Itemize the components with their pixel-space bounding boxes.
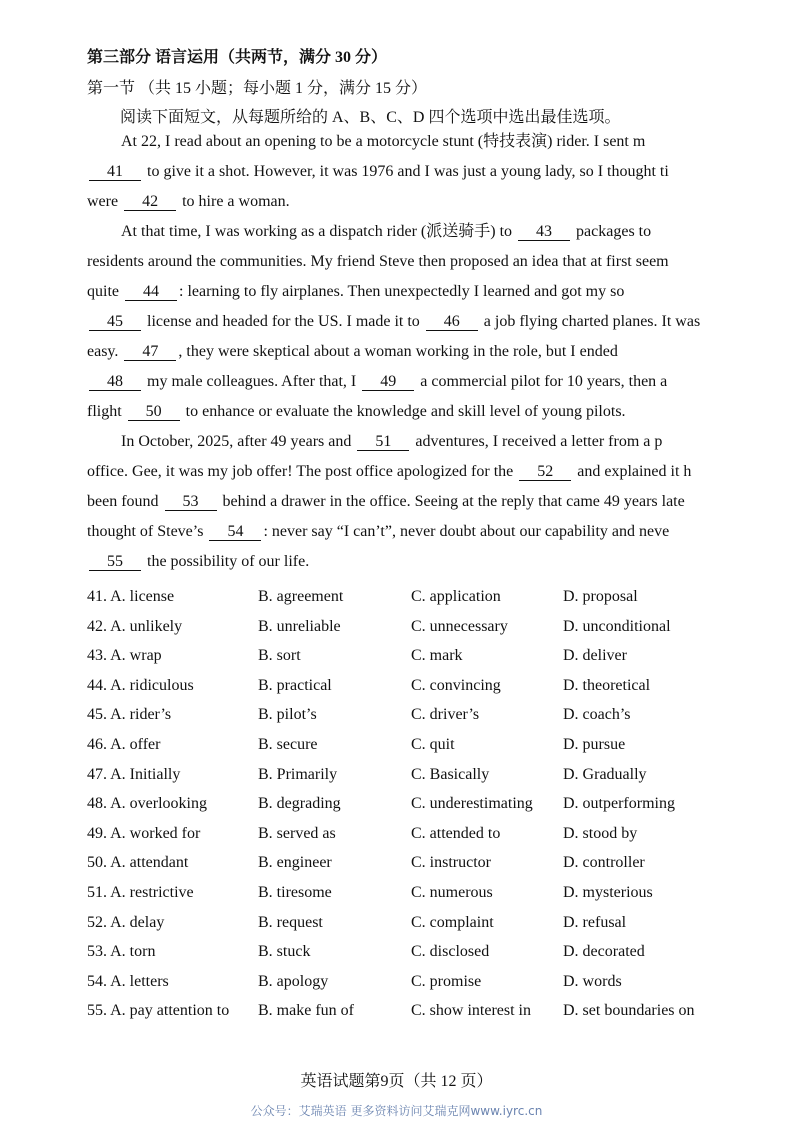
- option-a[interactable]: [87, 588, 174, 606]
- passage-line: [87, 492, 727, 512]
- option-b[interactable]: B. tiresome: [258, 884, 332, 901]
- option-d[interactable]: D. decorated: [563, 943, 645, 961]
- passage-text: the possibility of our life.: [143, 553, 310, 570]
- option-b[interactable]: B. degrading: [258, 795, 341, 813]
- passage-line: [87, 162, 727, 182]
- question-number: 42.: [87, 617, 107, 635]
- option-b[interactable]: B. request: [258, 913, 323, 931]
- option-row-53: [87, 943, 727, 965]
- option-a-text: A. offer: [110, 736, 161, 753]
- passage-text: thought of Steve’s: [87, 523, 208, 540]
- question-number: 43.: [87, 647, 107, 665]
- option-b[interactable]: B. served as: [258, 824, 336, 842]
- blank-48: 48: [89, 373, 141, 391]
- passage-text: to enhance or evaluate the knowledge and skill level of young pilots.: [181, 403, 626, 420]
- option-c[interactable]: C. quit: [411, 736, 455, 753]
- passage-line: [87, 552, 727, 572]
- option-row-45: [87, 706, 727, 728]
- passage-line: [87, 222, 761, 242]
- blank-53: 53: [165, 493, 217, 511]
- option-a-text: A. rider’s: [110, 706, 172, 724]
- passage-text: : learning to fly airplanes. Then unexpectedly I learned and got my so: [179, 283, 625, 300]
- option-d[interactable]: D. proposal: [563, 588, 638, 605]
- passage-line: [87, 462, 727, 482]
- question-number: 52.: [87, 913, 107, 931]
- blank-52: 52: [519, 463, 571, 481]
- option-b[interactable]: B. unreliable: [258, 617, 341, 635]
- option-d[interactable]: D. pursue: [563, 736, 626, 753]
- option-row-47: [87, 766, 727, 788]
- question-number: 44.: [87, 676, 107, 694]
- question-number: 49.: [87, 824, 107, 842]
- option-b[interactable]: B. agreement: [258, 588, 344, 605]
- passage-text: In October, 2025, after 49 years and: [121, 433, 356, 450]
- option-b[interactable]: B. practical: [258, 676, 332, 694]
- option-row-41: [87, 588, 727, 610]
- passage-text: At 22, I read about an opening to be a motorcycle stunt (特技表演) rider. I sent m: [121, 133, 646, 150]
- option-c[interactable]: C. mark: [411, 647, 463, 665]
- section-title: 第三部分 语言运用（共两节，满分 30 分）: [87, 49, 388, 66]
- question-number: 51.: [87, 884, 107, 901]
- option-a[interactable]: [87, 677, 194, 695]
- option-a-text: A. license: [110, 588, 175, 605]
- option-row-44: [87, 677, 727, 699]
- option-a[interactable]: [87, 706, 171, 724]
- option-d[interactable]: D. unconditional: [563, 617, 671, 635]
- option-c[interactable]: C. application: [411, 588, 501, 605]
- option-c[interactable]: C. promise: [411, 972, 482, 990]
- passage-line: [87, 522, 727, 542]
- passage-text: residents around the communities. My friend Steve then proposed an idea that at first seem: [87, 253, 669, 270]
- option-d[interactable]: D. refusal: [563, 913, 627, 931]
- passage-text: and explained it h: [573, 463, 692, 480]
- passage-line: [87, 402, 727, 422]
- option-row-42: [87, 618, 727, 640]
- passage-text: been found: [87, 493, 163, 510]
- passage-line: [87, 432, 761, 452]
- blank-54: 54: [209, 523, 261, 541]
- question-number: 55.: [87, 1002, 107, 1020]
- option-row-46: [87, 736, 727, 758]
- passage-text: to hire a woman.: [178, 193, 290, 210]
- question-number: 41.: [87, 588, 107, 605]
- option-b[interactable]: B. stuck: [258, 943, 311, 961]
- blank-41: 41: [89, 163, 141, 181]
- blank-43: 43: [518, 223, 570, 241]
- option-b[interactable]: B. secure: [258, 736, 318, 753]
- option-a[interactable]: [87, 825, 200, 843]
- page-footer: 英语试题第9页（共 12 页）: [300, 1073, 493, 1090]
- option-b[interactable]: B. engineer: [258, 854, 332, 872]
- passage-text: office. Gee, it was my job offer! The post office apologized for the: [87, 463, 518, 480]
- passage-text: , they were skeptical about a woman working in the role, but I ended: [178, 343, 618, 360]
- option-a[interactable]: [87, 766, 180, 784]
- option-row-52: [87, 914, 727, 936]
- option-a[interactable]: [87, 647, 162, 665]
- option-a-text: A. Initially: [110, 765, 181, 783]
- option-c[interactable]: C. disclosed: [411, 943, 490, 961]
- option-a-text: A. torn: [110, 943, 156, 961]
- passage-text: a commercial pilot for 10 years, then a: [416, 373, 668, 390]
- blank-47: 47: [124, 343, 176, 361]
- passage-text: behind a drawer in the office. Seeing at the reply that came 49 years late: [218, 493, 685, 510]
- option-d[interactable]: D. stood by: [563, 824, 638, 842]
- option-row-51: [87, 884, 727, 906]
- option-a-text: A. wrap: [110, 647, 162, 665]
- option-a-text: A. pay attention to: [110, 1002, 230, 1020]
- blank-44: 44: [125, 283, 177, 301]
- passage-line: [87, 132, 761, 152]
- option-d[interactable]: D. mysterious: [563, 884, 653, 901]
- passage-text: At that time, I was working as a dispatch rider (派送骑手) to: [121, 223, 517, 240]
- blank-55: 55: [89, 553, 141, 571]
- question-number: 47.: [87, 765, 107, 783]
- passage-text: packages to: [572, 223, 652, 240]
- option-a-text: A. unlikely: [110, 617, 183, 635]
- option-row-55: [87, 1002, 727, 1024]
- option-a[interactable]: [87, 618, 182, 636]
- passage-text: adventures, I received a letter from a p: [411, 433, 663, 450]
- option-c[interactable]: C. complaint: [411, 913, 494, 931]
- passage-line: [87, 192, 727, 212]
- option-d[interactable]: D. coach’s: [563, 706, 631, 724]
- question-number: 46.: [87, 736, 107, 753]
- option-a[interactable]: [87, 943, 155, 961]
- option-b[interactable]: B. Primarily: [258, 765, 338, 783]
- passage-text: flight: [87, 403, 126, 420]
- passage-line: [87, 282, 727, 302]
- blank-49: 49: [362, 373, 414, 391]
- question-number: 50.: [87, 854, 107, 872]
- option-a-text: A. ridiculous: [110, 676, 194, 694]
- option-d[interactable]: D. Gradually: [563, 765, 647, 783]
- option-b[interactable]: B. apology: [258, 972, 329, 990]
- option-c[interactable]: C. underestimating: [411, 795, 533, 813]
- passage-text: a job flying charted planes. It was: [479, 313, 701, 330]
- question-number: 48.: [87, 795, 107, 813]
- option-a[interactable]: [87, 973, 169, 991]
- option-a[interactable]: [87, 854, 188, 872]
- option-a[interactable]: [87, 884, 194, 902]
- question-number: 45.: [87, 706, 107, 724]
- option-a-text: A. worked for: [110, 824, 201, 842]
- option-c[interactable]: C. convincing: [411, 676, 501, 694]
- option-c[interactable]: C. Basically: [411, 765, 490, 783]
- passage-line: [87, 342, 727, 362]
- option-row-49: [87, 825, 727, 847]
- instructions: 阅读下面短文，从每题所给的 A、B、C、D 四个选项中选出最佳选项。: [120, 109, 621, 126]
- option-a[interactable]: [87, 795, 207, 813]
- option-a-text: A. letters: [110, 972, 169, 990]
- blank-50: 50: [128, 403, 180, 421]
- option-d[interactable]: D. outperforming: [563, 795, 675, 813]
- option-d[interactable]: D. theoretical: [563, 676, 651, 694]
- option-b[interactable]: B. sort: [258, 647, 301, 665]
- passage-text: quite: [87, 283, 123, 300]
- option-b[interactable]: B. make fun of: [258, 1002, 354, 1020]
- option-c[interactable]: C. show interest in: [411, 1002, 531, 1020]
- watermark: 公众号：艾瑞英语 更多资料访问艾瑞克网www.iyrc.cn: [250, 1104, 543, 1118]
- option-a[interactable]: [87, 736, 160, 754]
- option-c[interactable]: C. driver’s: [411, 706, 480, 724]
- question-number: 53.: [87, 943, 107, 961]
- option-row-54: [87, 973, 727, 995]
- option-c[interactable]: C. numerous: [411, 884, 493, 901]
- blank-45: 45: [89, 313, 141, 331]
- passage-text: easy.: [87, 343, 123, 360]
- option-d[interactable]: D. words: [563, 972, 622, 990]
- option-d[interactable]: D. deliver: [563, 647, 627, 665]
- option-c[interactable]: C. unnecessary: [411, 617, 508, 635]
- option-a[interactable]: [87, 1002, 229, 1020]
- option-c[interactable]: C. attended to: [411, 824, 501, 842]
- option-row-50: [87, 854, 727, 876]
- passage-text: my male colleagues. After that, I: [143, 373, 361, 390]
- option-d[interactable]: D. controller: [563, 854, 645, 872]
- option-a[interactable]: [87, 914, 164, 932]
- option-b[interactable]: B. pilot’s: [258, 706, 317, 724]
- option-c[interactable]: C. instructor: [411, 854, 491, 872]
- option-row-43: [87, 647, 727, 669]
- passage-text: license and headed for the US. I made it to: [143, 313, 424, 330]
- passage-line: [87, 372, 727, 392]
- question-number: 54.: [87, 972, 107, 990]
- blank-51: 51: [357, 433, 409, 451]
- blank-46: 46: [426, 313, 478, 331]
- option-row-48: [87, 795, 727, 817]
- passage-text: were: [87, 193, 123, 210]
- option-a-text: A. attendant: [110, 854, 189, 872]
- option-d[interactable]: D. set boundaries on: [563, 1002, 695, 1020]
- option-a-text: A. delay: [110, 913, 165, 931]
- blank-42: 42: [124, 193, 176, 211]
- subsection-title: 第一节 （共 15 小题；每小题 1 分，满分 15 分）: [87, 80, 428, 97]
- passage-text: to give it a shot. However, it was 1976 and I was just a young lady, so I thought ti: [143, 163, 669, 180]
- passage-line: [87, 252, 727, 272]
- passage-text: : never say “I can’t”, never doubt about our capability and neve: [263, 523, 670, 540]
- passage-line: [87, 312, 727, 332]
- option-a-text: A. overlooking: [110, 795, 207, 813]
- option-a-text: A. restrictive: [110, 884, 194, 901]
